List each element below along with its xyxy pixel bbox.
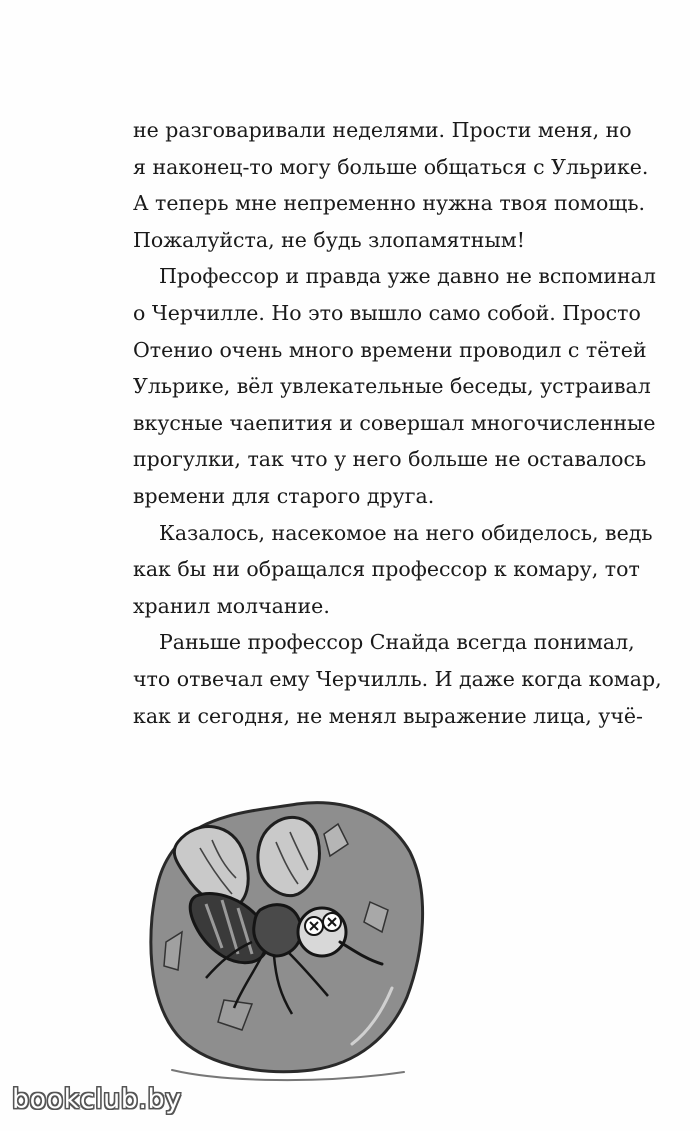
text-line: Казалось, насекомое на него обиделось, ведь [159,520,653,545]
text-line: Отенио очень много времени проводил с тётей [133,337,647,362]
text-line: что отвечал ему Черчилль. И даже когда комар, [133,666,662,691]
mosquito-in-amber-icon [142,782,432,1082]
text-line: Ульрике, вёл увлекательные беседы, устраивал [133,374,651,399]
text-line: Профессор и правда уже давно не вспоминал [159,264,656,289]
text-line: А теперь мне непременно нужна твоя помощь. [133,191,646,216]
body-text [133,112,662,734]
text-line: Пожалуйста, не будь злопамятным! [133,227,525,252]
text-line: вкусные чаепития и совершал многочисленные [133,410,656,435]
watermark: bookclub.by [12,1084,182,1115]
text-line: как и сегодня, не менял выражение лица, учё- [133,703,643,728]
text-line: прогулки, так что у него больше не оставалось [133,447,647,472]
text-line: я наконец-то могу больше общаться с Ульрике. [133,154,649,179]
text-line: хранил молчание. [133,593,330,618]
text-line: не разговаривали неделями. Прости меня, но [133,118,632,142]
text-line: о Черчилле. Но это вышло само собой. Просто [133,300,641,325]
text-line: как бы ни обращался профессор к комару, тот [133,557,640,582]
text-line: времени для старого друга. [133,483,435,508]
text-line: Раньше профессор Снайда всегда понимал, [159,630,635,655]
